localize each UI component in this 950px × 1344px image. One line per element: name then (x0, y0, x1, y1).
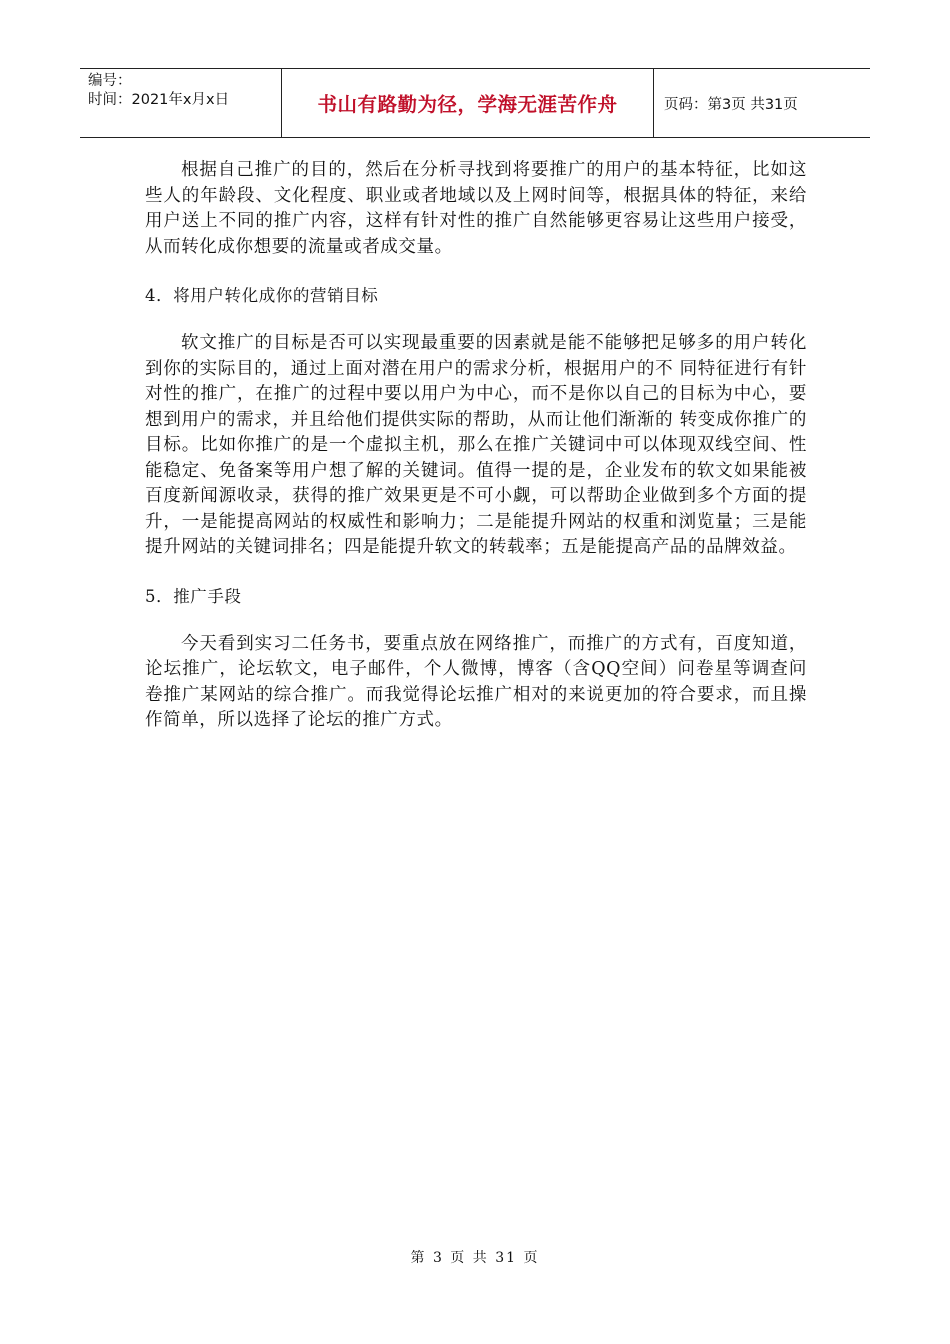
document-number-label: 编号： (88, 73, 132, 89)
document-date: 时间：2021年x月x日 (88, 92, 230, 108)
paragraph: 软文推广的目标是否可以实现最重要的因素就是能不能够把足够多的用户转化到你的实际目的，通过上面对潜在用户的需求分析，根据用户的不 同特征进行有针对性的推广，在推广的过程中要以用户为中心，而不是你以自己的目标为中心，要想到用户的需求，并且给他们提供实际的帮助，从而让他们渐渐的 转变成你推广的目标。比如你推广的是一个虚拟主机，那么在推广关键词中可以体现双线空间、性能稳定、免备案等用户想了解的关键词。值得一提的是，企业发布的软文如果能被百度新闻源收录，获得的推广效果更是不可小觑，可以帮助企业做到多个方面的提升，一是能提高网站的权威性和影响力；二是能提升网站的权重和浏览量；三是能提升网站的关键词排名；四是能提升软文的转载率；五是能提高产品的品牌效益。 (145, 333, 807, 557)
page-header (80, 68, 870, 138)
header-motto: 书山有路勤为径，学海无涯苦作舟 (282, 69, 654, 137)
header-page-number: 页码：第3页 共31页 (664, 96, 798, 113)
document-body (145, 158, 807, 734)
header-meta (80, 69, 282, 137)
paragraph: 今天看到实习二任务书，要重点放在网络推广，而推广的方式有，百度知道，论坛推广，论坛软文，电子邮件，个人微博，博客（含QQ空间）问卷星等调查问卷推广某网站的综合推广。而我觉得论坛推广相对的来说更加的符合要求，而且操作简单，所以选择了论坛的推广方式。 (145, 633, 807, 730)
section-heading: 5．推广手段 (145, 586, 242, 606)
page-footer: 第 3 页 共 31 页 (410, 1250, 540, 1266)
paragraph: 根据自己推广的目的，然后在分析寻找到将要推广的用户的基本特征，比如这些人的年龄段、文化程度、职业或者地域以及上网时间等，根据具体的特征，来给用户送上不同的推广内容，这样有针对性的推广自然能够更容易让这些用户接受，从而转化成你想要的流量或者成交量。 (145, 160, 807, 257)
section-heading: 4．将用户转化成你的营销目标 (145, 286, 379, 305)
